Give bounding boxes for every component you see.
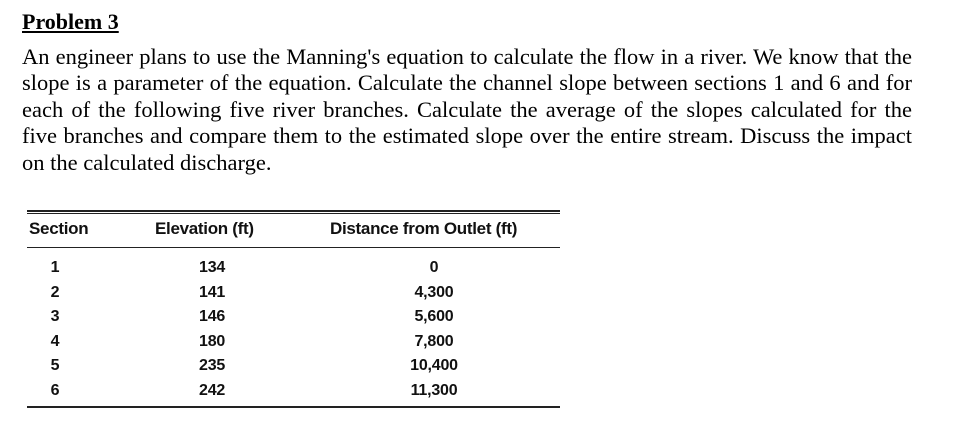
elevation-cell: 242	[199, 381, 226, 399]
elevation-cell: 141	[199, 283, 226, 301]
table-top-rule	[27, 210, 560, 212]
distance-cell: 7,800	[414, 332, 454, 350]
elevation-cell: 235	[199, 357, 226, 375]
section-cell: 4	[50, 332, 60, 350]
section-cell: 1	[50, 259, 60, 276]
elevation-cell: 134	[199, 259, 226, 276]
elevation-cell: 146	[199, 308, 226, 326]
section-cell: 2	[50, 283, 60, 301]
distance-cell: 4,300	[414, 283, 454, 301]
distance-cell: 11,300	[410, 381, 458, 399]
table-top-rule-inner	[27, 213, 560, 214]
section-cell: 3	[50, 308, 60, 326]
table-bottom-rule	[27, 406, 560, 408]
distance-cell: 0	[429, 259, 439, 276]
elevation-column	[199, 256, 235, 404]
header-distance: Distance from Outlet (ft)	[330, 219, 518, 238]
section-cell: 5	[50, 357, 60, 375]
problem-statement: An engineer plans to use the Manning's equation to calculate the flow in a river. We know that the slope is a parameter of the equation. Calculate the channel slope between sections 1 and 6 and for each of the following five river branches. Calculate the average of the slopes calculated for the five branches and compare them to the estimated slope over the entire stream. Discuss the impact on the calculated discharge.	[22, 44, 912, 175]
data-table	[27, 210, 560, 410]
table-header-rule	[27, 247, 560, 248]
distance-column	[399, 256, 469, 404]
header-elevation: Elevation (ft)	[155, 219, 254, 238]
problem-heading: Problem 3	[22, 9, 119, 34]
section-column	[37, 256, 73, 404]
elevation-cell: 180	[199, 332, 226, 350]
distance-cell: 5,600	[414, 308, 454, 326]
header-section: Section	[29, 219, 89, 238]
distance-cell: 10,400	[410, 357, 458, 375]
section-cell: 6	[50, 381, 60, 399]
